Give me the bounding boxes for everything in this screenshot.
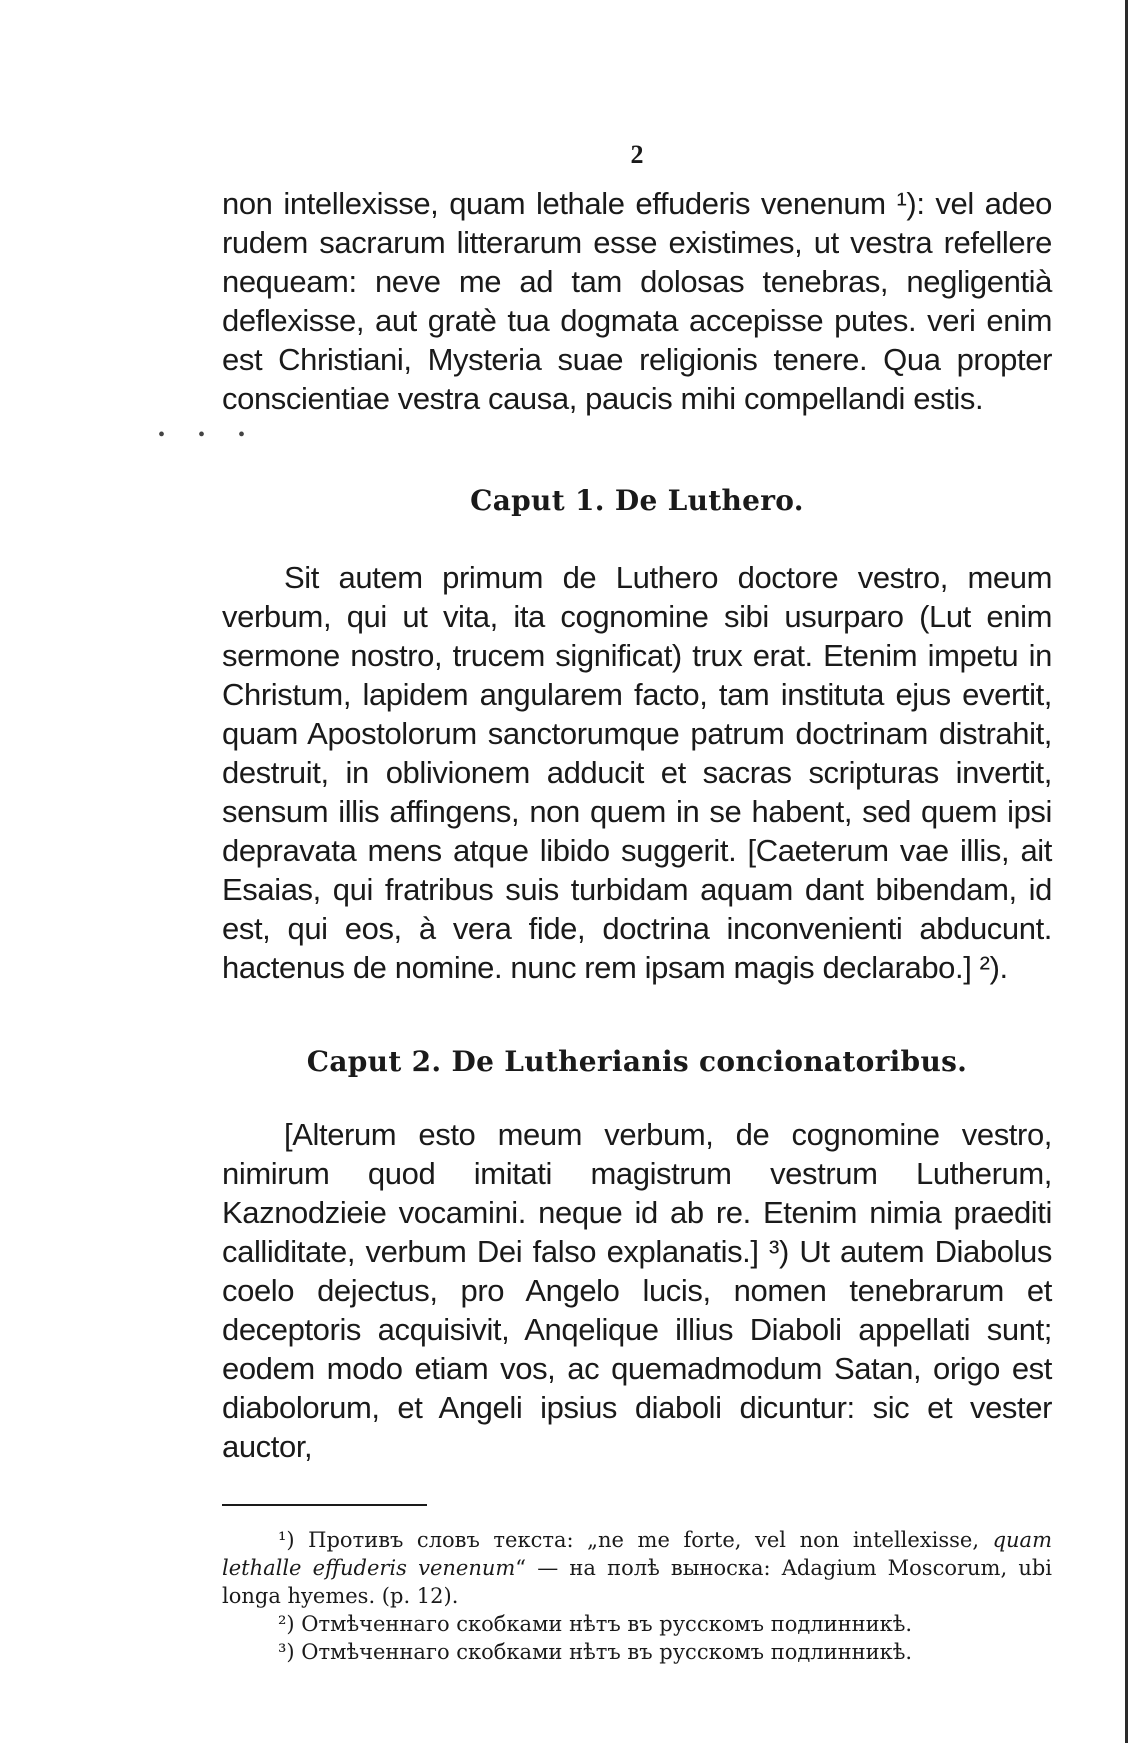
footnote-divider — [222, 1504, 427, 1506]
chapter-2-heading: Caput 2. De Lutherianis concionatoribus. — [306, 1045, 968, 1078]
chapter-2-paragraph: [Alterum esto meum verbum, de cognomine vestro, nimirum quod imitati magistrum vestrum Lutherum, Kaznodzieie vocamini. neque id ab re. Etenim nimia praediti calliditate, verbum Dei falso explanatis.] ³) Ut autem Diabolus coelo dejectus, pro Angelo lucis, nomen tenebrarum et deceptoris acquisivit, Anqelique illius Diaboli appellati sunt; eodem modo etiam vos, ac quemadmodum Satan, origo est diabolorum, et Angeli ipsius diaboli dicuntur: sic et vester auctor, — [222, 1117, 1052, 1464]
footnote-1-suffix: “ — на полѣ выноска: Adagium Moscorum, ubi longa hyemes. (p. 12). — [222, 1556, 1053, 1608]
footnote-2: ²) Отмѣченнаго скобками нѣтъ въ русскомъ подлинникѣ. — [278, 1612, 913, 1636]
intro-paragraph: non intellexisse, quam lethale effuderis venenum ¹): vel adeo rudem sacrarum litterarum esse existimes, ut vestra refellere nequeam: neve me ad tam dolosas tenebras, negligentià deflexisse, aut gratè tua dogmata accepisse putes. veri enim est Christiani, Mysteria suae religionis tenere. Qua propter conscientiae vestra causa, paucis mihi compellandi estis. — [222, 186, 1052, 416]
footnote-1-prefix: ¹) Противъ словъ текста: „ne me forte, vel non intellexisse, — [278, 1528, 993, 1552]
chapter-1-paragraph: Sit autem primum de Luthero doctore vestro, meum verbum, qui ut vita, ita cognomine sibi usurparo (Lut enim sermone nostro, trucem significat) trux erat. Etenim impetu in Christum, lapidem angularem facto, tam instituta ejus evertit, quam Apostolorum sanctorumque patrum doctrinam distrahit, destruit, in oblivionem adducit et sacras scripturas invertit, sensum illis affingens, non quem in se habent, sed quem ipsi depravata mens atque libido suggerit. [Caeterum vae illis, ait Esaias, qui fratribus suis turbidam aquam dant bibendam, id est, qui eos, à vera fide, doctrina inconvenienti abducunt. hactenus de nomine. nunc rem ipsam magis declarabo.] ²). — [222, 560, 1052, 985]
chapter-1-heading: Caput 1. De Luthero. — [470, 484, 804, 517]
footnote-3: ³) Отмѣченнаго скобками нѣтъ въ русскомъ подлинникѣ. — [278, 1640, 913, 1664]
page-edge-rule — [1125, 0, 1128, 1743]
footnote-1 — [222, 1526, 1052, 1610]
footnote-1-italic: quam lethalle effuderis venenum — [222, 1528, 1052, 1580]
page-number: 2 — [630, 140, 644, 169]
margin-dots: • • • — [158, 424, 260, 446]
page-body — [222, 140, 1052, 1666]
